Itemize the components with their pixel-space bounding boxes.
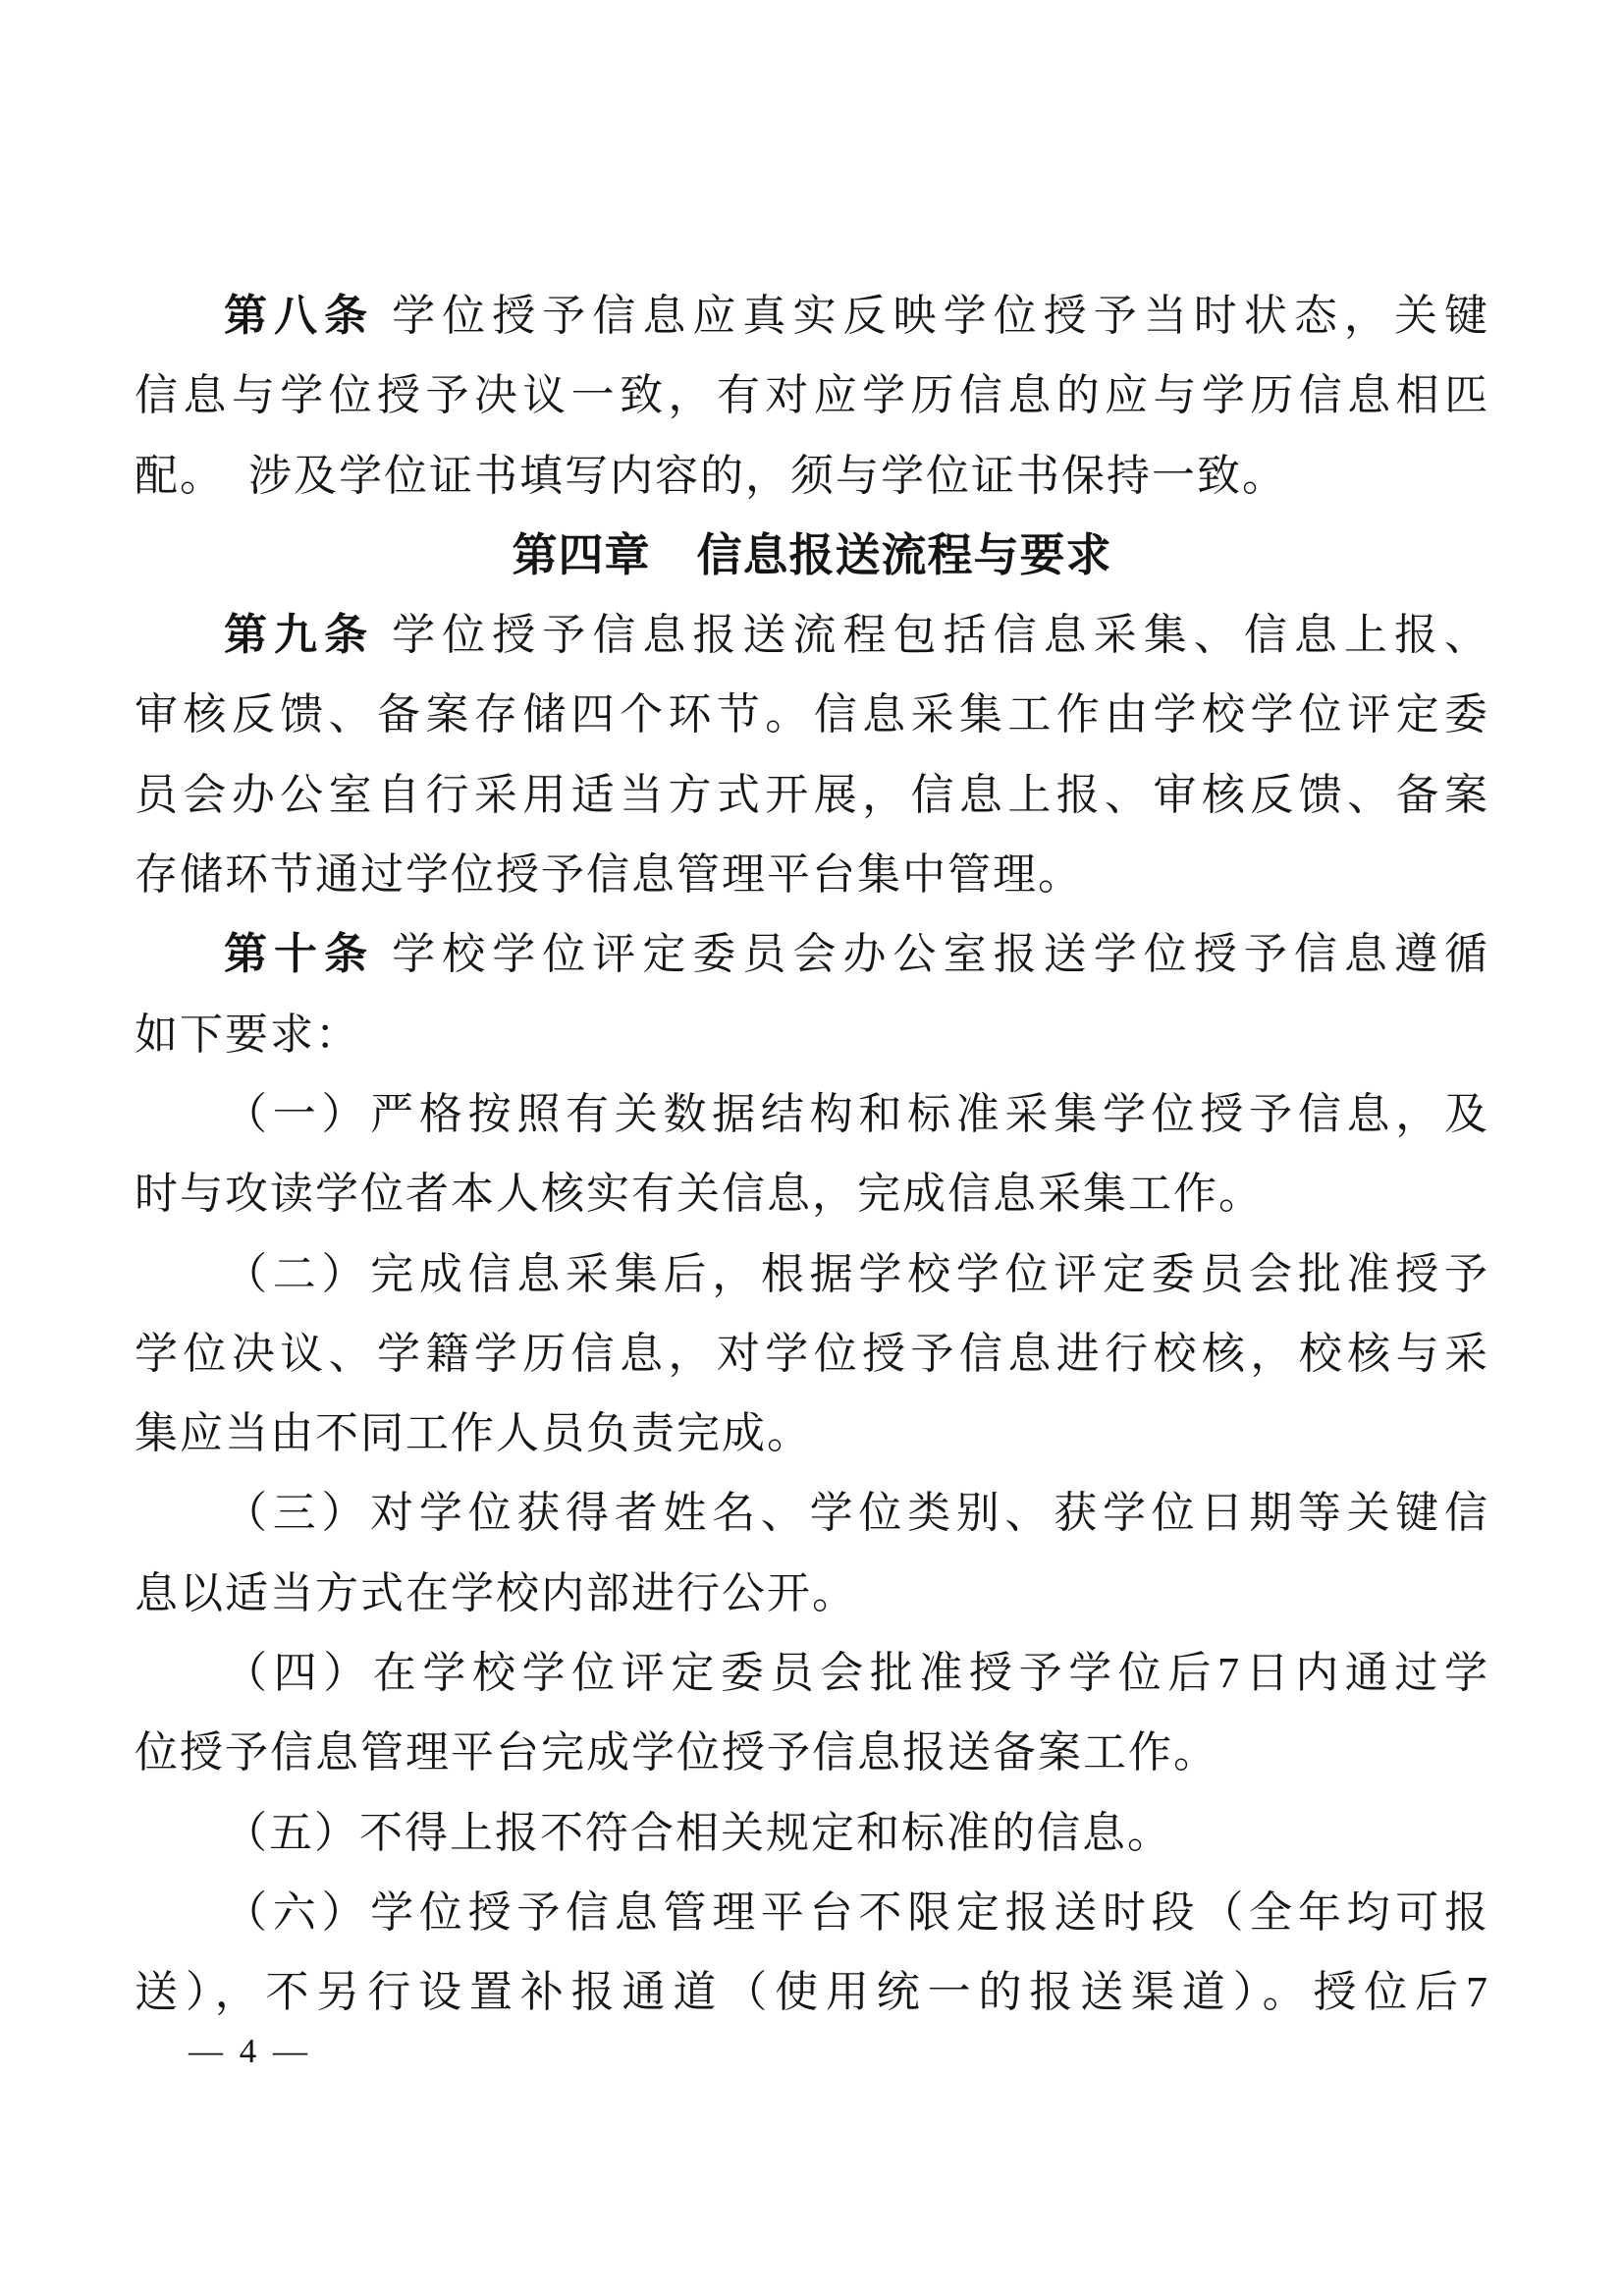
item-3-line-2: 息以适当方式在学校内部进行公开。 <box>135 1568 857 1617</box>
item-3-line-1: （三）对学位获得者姓名、学位类别、获学位日期等关键信 <box>224 1489 1489 1538</box>
article-9-line-1 <box>135 595 1489 675</box>
article-10-lead: 第十条 <box>224 930 375 979</box>
item-4-line-1: （四）在学校学位评定委员会批准授予学位后7日内通过学 <box>224 1649 1489 1698</box>
chapter-4-heading: 第四章 信息报送流程与要求 <box>512 528 1112 580</box>
article-9-text-1: 学位授予信息报送流程包括信息采集、信息上报、 <box>392 611 1489 660</box>
item-6-line-1: （六）学位授予信息管理平台不限定报送时段（全年均可报 <box>224 1887 1489 1937</box>
article-10-line-2: 如下要求： <box>135 1010 360 1059</box>
item-1-line-2: 时与攻读学位者本人核实有关信息，完成信息采集工作。 <box>135 1170 1264 1219</box>
article-10-text-1: 学校学位评定委员会办公室报送学位授予信息遵循 <box>392 930 1489 979</box>
article-8-line-1 <box>135 276 1489 355</box>
document-body <box>135 276 1489 2033</box>
item-1-line-1: （一）严格按照有关数据结构和标准采集学位授予信息，及 <box>224 1089 1489 1138</box>
article-10-line-1 <box>135 914 1489 994</box>
article-9-lead: 第九条 <box>224 611 375 660</box>
article-8-line-3: 配。 涉及学位证书填写内容的，须与学位证书保持一致。 <box>135 451 1287 500</box>
article-8-text-1: 学位授予信息应真实反映学位授予当时状态，关键 <box>392 292 1489 340</box>
article-8-lead: 第八条 <box>224 292 375 340</box>
item-2-line-2: 学位决议、学籍学历信息，对学位授予信息进行校核，校核与采 <box>135 1329 1489 1378</box>
article-9-line-4: 存储环节通过学位授予信息管理平台集中管理。 <box>135 850 1083 900</box>
item-4-line-2: 位授予信息管理平台完成学位授予信息报送备案工作。 <box>135 1728 1218 1777</box>
item-2-line-1: （二）完成信息采集后，根据学校学位评定委员会批准授予 <box>224 1249 1489 1298</box>
item-6-line-2: 送），不另行设置补报通道（使用统一的报送渠道）。授位后7 <box>135 1968 1489 2017</box>
item-5-line-1: （五）不得上报不符合相关规定和标准的信息。 <box>224 1808 1172 1857</box>
article-9-line-3: 员会办公室自行采用适当方式开展，信息上报、审核反馈、备案 <box>135 770 1489 819</box>
article-8-line-2: 信息与学位授予决议一致，有对应学历信息的应与学历信息相匹 <box>135 371 1489 420</box>
article-9-line-2: 审核反馈、备案存储四个环节。信息采集工作由学校学位评定委 <box>135 690 1489 739</box>
item-2-line-3: 集应当由不同工作人员负责完成。 <box>135 1409 812 1458</box>
page-number: — 4 — <box>189 2032 311 2070</box>
